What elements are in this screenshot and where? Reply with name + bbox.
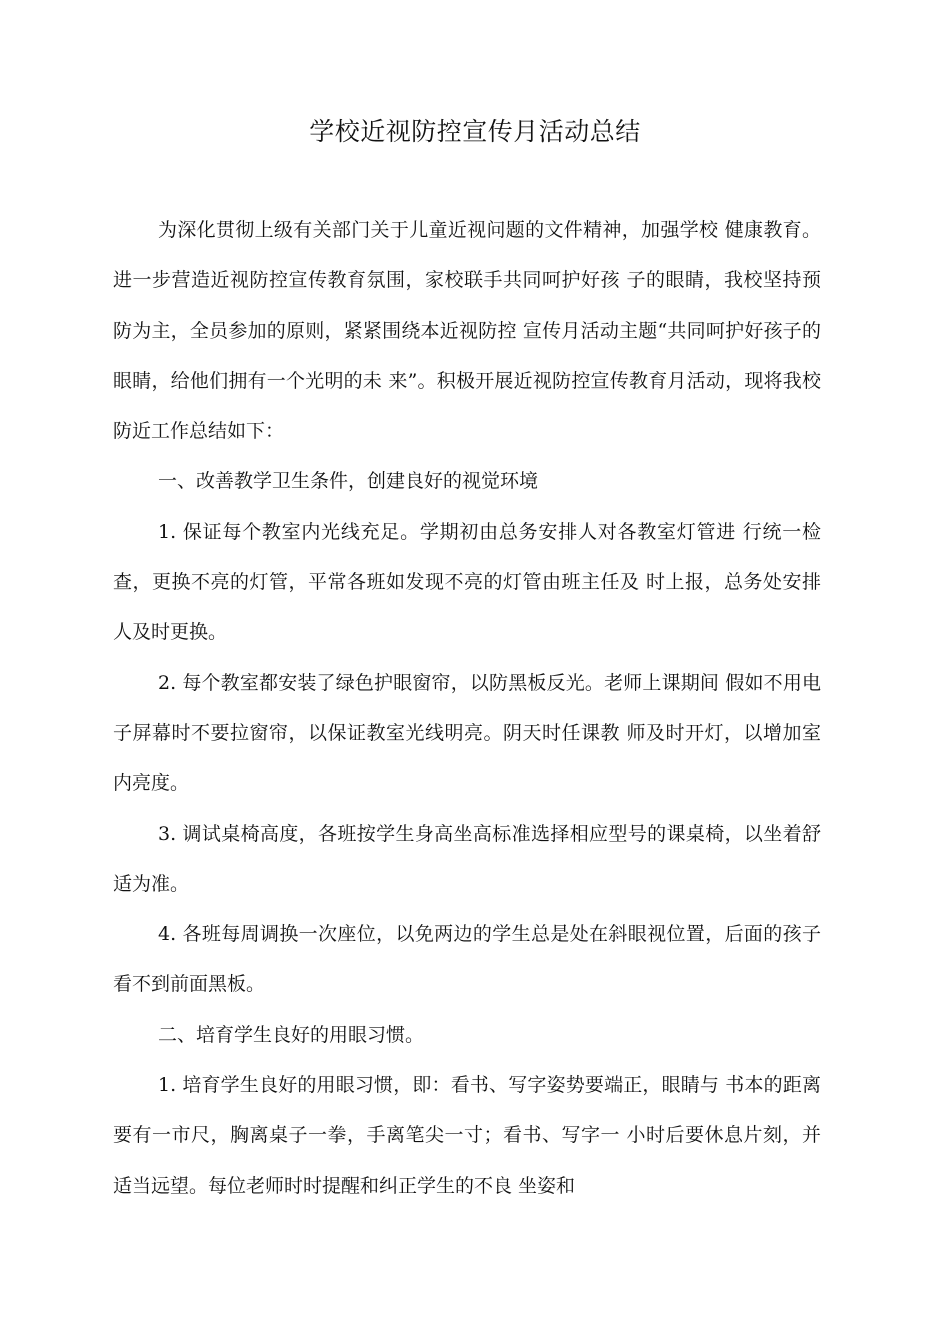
document-body [113, 205, 821, 1211]
paragraph-item-1-3: 3. 调试桌椅高度，各班按学生身高坐高标准选择相应型号的课桌椅，以坐着舒适为准。 [113, 822, 821, 895]
paragraph-item-2-1: 1. 培育学生良好的用眼习惯，即：看书、写字姿势要端正，眼睛与 书本的距离要有一市尺，胸离桌子一拳，手离笔尖一寸；看书、写字一 小时后要休息片刻，并适当远望。每位老师时时提醒和纠正学生的不良 坐姿和 [113, 1074, 821, 1197]
paragraph-item-1-2: 2. 每个教室都安装了绿色护眼窗帘，以防黑板反光。老师上课期间 假如不用电子屏幕时不要拉窗帘，以保证教室光线明亮。阴天时任课教 师及时开灯，以增加室内亮度。 [113, 671, 821, 795]
document-title: 学校近视防控宣传月活动总结 [309, 117, 641, 146]
paragraph-intro: 为深化贯彻上级有关部门关于儿童近视问题的文件精神，加强学校 健康教育。进一步营造近视防控宣传教育氛围，家校联手共同呵护好孩 子的眼睛，我校坚持预防为主，全员参加的原则，紧紧围绕本近视防控 宣传月活动主题“共同呵护好孩子的眼睛，给他们拥有一个光明的未 来”。积极开展近视防控宣传教育月活动，现将我校防近工作总结如下： [113, 219, 821, 443]
section-heading-2: 二、培育学生良好的用眼习惯。 [158, 1023, 425, 1046]
paragraph-item-1-4: 4. 各班每周调换一次座位，以免两边的学生总是处在斜眼视位置，后面的孩子看不到前面黑板。 [113, 923, 821, 996]
paragraph-item-1-1: 1. 保证每个教室内光线充足。学期初由总务安排人对各教室灯管进 行统一检查，更换不亮的灯管，平常各班如发现不亮的灯管由班主任及 时上报，总务处安排人及时更换。 [113, 520, 821, 644]
section-heading-1: 一、改善教学卫生条件，创建良好的视觉环境 [158, 470, 539, 493]
